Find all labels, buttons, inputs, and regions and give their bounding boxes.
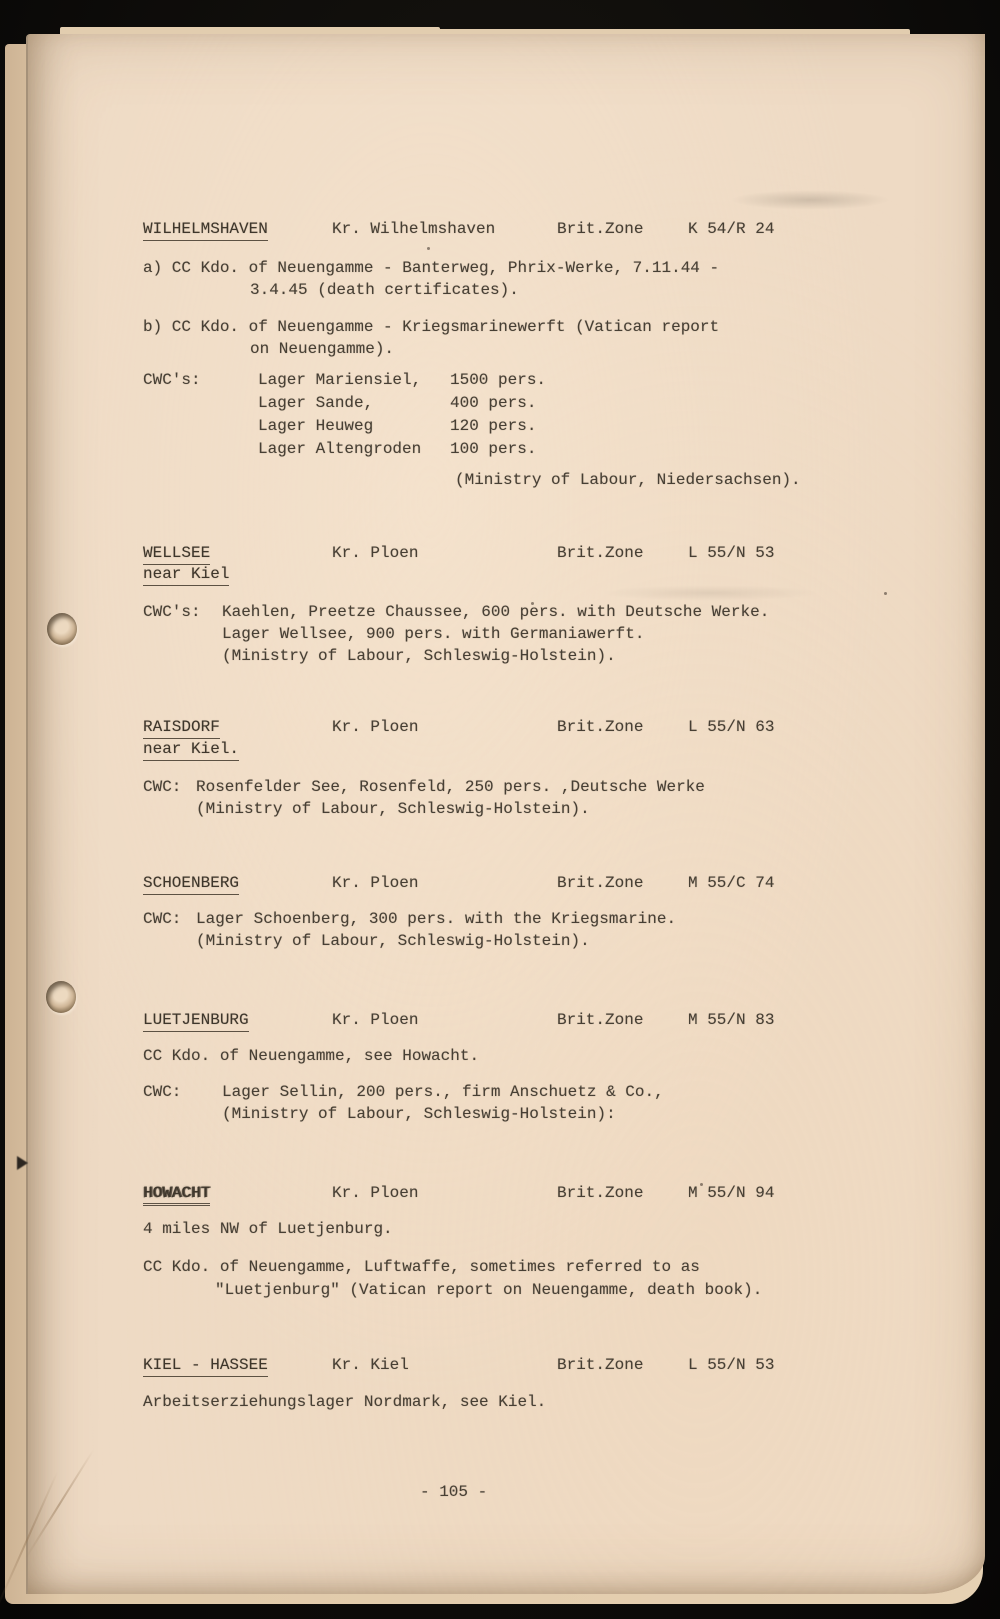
paragraph-line: "Luetjenburg" (Vatican report on Neuengamme, death book). (215, 1281, 763, 1299)
section-zone: Brit.Zone (557, 874, 644, 892)
section-header-wellsee (0, 543, 1000, 565)
section-subtitle: near Kiel. (143, 739, 239, 761)
camp-count: 400 pers. (450, 394, 537, 412)
cwc-line: Lager Sellin, 200 pers., firm Anschuetz & Co., (222, 1083, 664, 1101)
cwc-label: CWC's: (143, 371, 201, 389)
section-title: RAISDORF (143, 717, 220, 739)
cwc-label: CWC: (143, 910, 182, 928)
camp-row (0, 393, 1000, 415)
ministry-source-line: (Ministry of Labour, Schleswig-Holstein): (222, 1105, 616, 1123)
camp-name: Lager Heuweg (258, 417, 374, 435)
section-map-ref: L 55/N 53 (688, 1356, 775, 1374)
section-header-luetjenburg (0, 1010, 1000, 1032)
paragraph-b-line: on Neuengamme). (250, 340, 395, 358)
cwc-line: Rosenfelder See, Rosenfeld, 250 pers. ,Deutsche Werke (196, 778, 705, 796)
section-kreis: Kr. Ploen (332, 1011, 419, 1029)
section-zone: Brit.Zone (557, 1356, 644, 1374)
ink-speck (427, 247, 430, 250)
ministry-source-line: (Ministry of Labour, Schleswig-Holstein). (222, 647, 616, 665)
binder-hole-bottom (46, 981, 76, 1013)
section-title: WELLSEE (143, 543, 210, 565)
ministry-source-line: (Ministry of Labour, Schleswig-Holstein). (196, 932, 590, 950)
ink-speck (884, 592, 887, 595)
section-title: SCHOENBERG (143, 873, 239, 895)
camp-name: Lager Sande, (258, 394, 374, 412)
page-number: - 105 - (420, 1483, 488, 1501)
section-kreis: Kr. Ploen (332, 1184, 419, 1202)
section-kreis: Kr. Kiel (332, 1356, 409, 1374)
section-zone: Brit.Zone (557, 718, 644, 736)
cwc-label: CWC: (143, 1083, 182, 1101)
section-zone: Brit.Zone (557, 544, 644, 562)
camp-row (0, 370, 1000, 392)
camp-row (0, 439, 1000, 461)
section-map-ref: K 54/R 24 (688, 220, 775, 238)
camp-count: 120 pers. (450, 417, 537, 435)
section-title: LUETJENBURG (143, 1010, 249, 1032)
paragraph-a-line: 3.4.45 (death certificates). (250, 281, 519, 299)
ministry-source-line: (Ministry of Labour, Schleswig-Holstein). (196, 800, 590, 818)
camp-count: 1500 pers. (450, 371, 547, 389)
section-zone: Brit.Zone (557, 1011, 644, 1029)
binder-hole-top (47, 613, 77, 645)
section-header-schoenberg (0, 873, 1000, 895)
section-kreis: Kr. Ploen (332, 544, 419, 562)
paragraph-line: CC Kdo. of Neuengamme, Luftwaffe, sometimes referred to as (143, 1258, 700, 1276)
section-zone: Brit.Zone (557, 220, 644, 238)
section-title: HOWACHT (143, 1183, 210, 1206)
cwc-label: CWC: (143, 778, 182, 796)
section-map-ref: M 55/N 94 (688, 1184, 775, 1202)
camp-name: Lager Altengroden (258, 440, 422, 458)
section-header-howacht (0, 1183, 1000, 1205)
section-subtitle: near Kiel (143, 564, 229, 586)
edge-ink-mark (17, 1156, 28, 1170)
section-header-kiel-hassee (0, 1355, 1000, 1377)
cwc-line: Lager Wellsee, 900 pers. with Germaniawerft. (222, 625, 645, 643)
pencil-smudge (730, 190, 890, 210)
ministry-source-line: (Ministry of Labour, Niedersachsen). (455, 471, 801, 489)
camp-name: Lager Mariensiel, (258, 371, 422, 389)
cwc-label: CWC's: (143, 603, 201, 621)
section-kreis: Kr. Wilhelmshaven (332, 220, 496, 238)
section-header-raisdorf (0, 717, 1000, 739)
paragraph-b-line: b) CC Kdo. of Neuengamme - Kriegsmarinewerft (Vatican report (143, 318, 720, 336)
section-zone: Brit.Zone (557, 1184, 644, 1202)
camp-count: 100 pers. (450, 440, 537, 458)
section-map-ref: L 55/N 53 (688, 544, 775, 562)
camp-row (0, 416, 1000, 438)
section-kreis: Kr. Ploen (332, 718, 419, 736)
cwc-line: Kaehlen, Preetze Chaussee, 600 pers. with Deutsche Werke. (222, 603, 770, 621)
section-title: WILHELMSHAVEN (143, 219, 268, 241)
cross-reference-line: Arbeitserziehungslager Nordmark, see Kiel. (143, 1393, 547, 1411)
cross-reference-line: CC Kdo. of Neuengamme, see Howacht. (143, 1047, 480, 1065)
pencil-smudge (600, 585, 820, 601)
location-note-line: 4 miles NW of Luetjenburg. (143, 1220, 393, 1238)
section-map-ref: M 55/C 74 (688, 874, 775, 892)
section-kreis: Kr. Ploen (332, 874, 419, 892)
paragraph-a-line: a) CC Kdo. of Neuengamme - Banterweg, Phrix-Werke, 7.11.44 - (143, 259, 720, 277)
section-map-ref: M 55/N 83 (688, 1011, 775, 1029)
section-header-wilhelmshaven (0, 219, 1000, 241)
section-title: KIEL - HASSEE (143, 1355, 268, 1377)
cwc-line: Lager Schoenberg, 300 pers. with the Kriegsmarine. (196, 910, 677, 928)
section-map-ref: L 55/N 63 (688, 718, 775, 736)
